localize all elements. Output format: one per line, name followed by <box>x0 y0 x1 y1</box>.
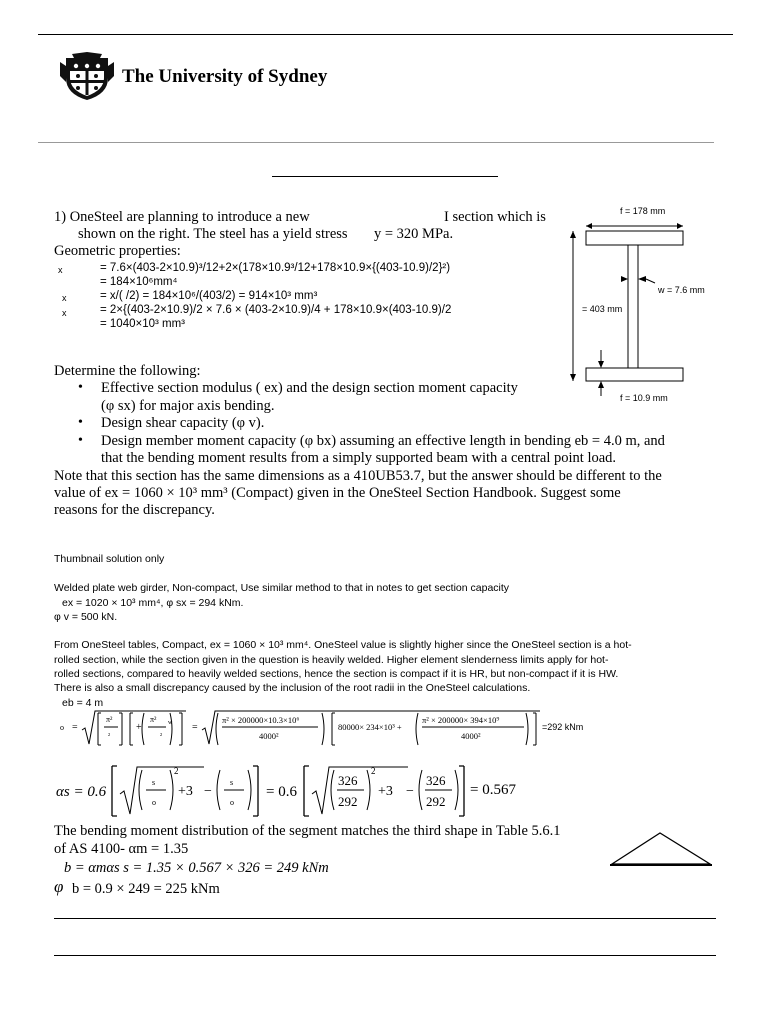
bending-moment-triangle <box>610 830 712 870</box>
svg-text:+3: +3 <box>178 784 193 799</box>
solution-line-1: Welded plate web girder, Non-compact, Use similar method to that in notes to get section capacity <box>54 582 510 594</box>
mo-num-1: π² × 200000×10.3×10⁶ <box>222 715 300 725</box>
bullet-2: • <box>78 415 83 430</box>
paragraph-line-4: There is also a small discrepancy caused by the inclusion of the root radii in the OneSteel calculations. <box>54 682 531 694</box>
note-line-2: value of ex = 1060 × 10³ mm³ (Compact) given in the OneSteel Section Handbook. Suggest some <box>54 485 621 501</box>
svg-text:π²: π² <box>150 715 157 724</box>
mo-equation <box>56 708 596 748</box>
bullet-3b: that the bending moment results from a simply supported beam with a central point load. <box>101 450 617 466</box>
bullet-3a: Design member moment capacity (φ bx) assuming an effective length in bending eb = 4.0 m, and <box>101 433 665 449</box>
mb-equation: b = αmαs s = 1.35 × 0.567 × 326 = 249 kNm <box>64 860 329 876</box>
bottom-rule-1 <box>54 918 716 919</box>
mo-mid: 80000× 234×10³ + <box>338 722 402 732</box>
web-thickness-label: w = 7.6 mm <box>658 285 705 295</box>
svg-text:s: s <box>152 778 156 787</box>
alpha-s-equation <box>56 760 506 822</box>
geo-line-4: = 2×{(403-2×10.9)/2 × 7.6 × (403-2×10.9)/4 + 178×10.9×(403-10.9)/2 <box>100 304 452 316</box>
symbol-x-3: x <box>62 308 67 318</box>
phi-mb-equation: b = 0.9 × 249 = 225 kNm <box>72 881 220 897</box>
svg-text:π²: π² <box>106 715 113 724</box>
symbol-x-1: x <box>58 265 63 275</box>
alpha-s-lhs: αs = 0.6 <box>56 784 107 800</box>
geo-line-5: = 1040×10³ mm³ <box>100 318 186 330</box>
svg-text:2: 2 <box>174 766 179 776</box>
geo-line-3: = x/( /2) = 184×10⁶/(403/2) = 914×10³ mm³ <box>100 290 318 302</box>
determine-heading: Determine the following: <box>54 363 201 379</box>
top-rule <box>38 34 733 35</box>
flange-thickness-label: f = 10.9 mm <box>620 393 668 403</box>
flange-width-label: f = 178 mm <box>620 206 666 216</box>
svg-text:=: = <box>72 722 78 733</box>
svg-text:w: w <box>168 720 173 726</box>
note-line-1: Note that this section has the same dimensions as a 410UB53.7, but the answer should be different to the <box>54 468 662 484</box>
svg-text:²: ² <box>160 732 163 740</box>
geometric-properties-title: Geometric properties: <box>54 243 181 259</box>
paragraph-line-1: From OneSteel tables, Compact, ex = 1060 × 10³ mm⁴. OneSteel value is slightly higher since the OneSteel section is a hot- <box>54 639 632 651</box>
note-line-3: reasons for the discrepancy. <box>54 502 215 518</box>
svg-text:o: o <box>152 798 156 807</box>
svg-text:o: o <box>230 798 234 807</box>
svg-text:+3: +3 <box>378 784 393 799</box>
symbol-x-2: x <box>62 293 67 303</box>
university-crest-logo <box>58 52 116 102</box>
svg-text:=: = <box>192 722 198 733</box>
bending-moment-line-2: of AS 4100- αm = 1.35 <box>54 841 189 857</box>
bullet-3: • <box>78 433 83 448</box>
bullet-1b: (φ sx) for major axis bending. <box>101 398 275 414</box>
svg-text:+: + <box>136 722 142 733</box>
effective-length: eb = 4 m <box>62 697 104 709</box>
question-line-2: shown on the right. The steel has a yield stress <box>78 226 348 242</box>
alpha-num-1: 326 <box>338 773 358 788</box>
depth-label: = 403 mm <box>582 304 623 314</box>
bending-moment-line-1: The bending moment distribution of the segment matches the third shape in Table 5.6.1 <box>54 823 561 839</box>
svg-text:s: s <box>230 778 234 787</box>
question-line-2b: y = 320 MPa. <box>374 226 454 242</box>
header-divider <box>38 142 714 143</box>
solution-heading: Thumbnail solution only <box>54 553 165 565</box>
question-line-1a: 1) OneSteel are planning to introduce a new <box>54 209 310 225</box>
svg-text:o: o <box>60 723 64 732</box>
bottom-rule-2 <box>54 955 716 956</box>
mo-den-1: 4000² <box>259 731 279 741</box>
university-name: The University of Sydney <box>122 66 328 87</box>
paragraph-line-3: rolled sections, compared to heavily welded sections, hence the section is compact if it is HR, but non-compact if it is HW. <box>54 668 619 680</box>
solution-line-3: φ v = 500 kN. <box>54 611 118 623</box>
alpha-den-2: 292 <box>426 794 446 809</box>
svg-text:−: − <box>406 784 414 799</box>
paragraph-line-2: rolled section, while the section given in the question is heavily welded. Higher element slenderness limits apply for hot- <box>54 654 609 666</box>
svg-text:²: ² <box>108 732 111 740</box>
geo-line-2: = 184×10⁶mm⁴ <box>100 276 178 288</box>
mo-result: =292 kNm <box>542 722 584 732</box>
mo-den-2: 4000² <box>461 731 481 741</box>
alpha-s-result: = 0.567 <box>470 782 516 798</box>
solution-line-2: ex = 1020 × 10³ mm⁴, φ sx = 294 kNm. <box>62 597 244 609</box>
svg-text:= 0.6: = 0.6 <box>266 784 297 800</box>
short-title-rule <box>272 176 498 177</box>
svg-text:−: − <box>204 784 212 799</box>
alpha-den-1: 292 <box>338 794 358 809</box>
geo-line-1: = 7.6×(403-2×10.9)³/12+2×(178×10.9³/12+178×10.9×{(403-10.9)/2}²) <box>100 262 451 274</box>
mo-num-2: π² × 200000× 394×10⁹ <box>422 715 500 725</box>
bullet-2-text: Design shear capacity (φ v). <box>101 415 265 431</box>
alpha-num-2: 326 <box>426 773 446 788</box>
bullet-1: • <box>78 380 83 395</box>
question-line-1b: I section which is <box>444 209 546 225</box>
bullet-1a: Effective section modulus ( ex) and the design section moment capacity <box>101 380 518 396</box>
svg-text:2: 2 <box>371 766 376 776</box>
phi-symbol: φ <box>54 877 64 896</box>
